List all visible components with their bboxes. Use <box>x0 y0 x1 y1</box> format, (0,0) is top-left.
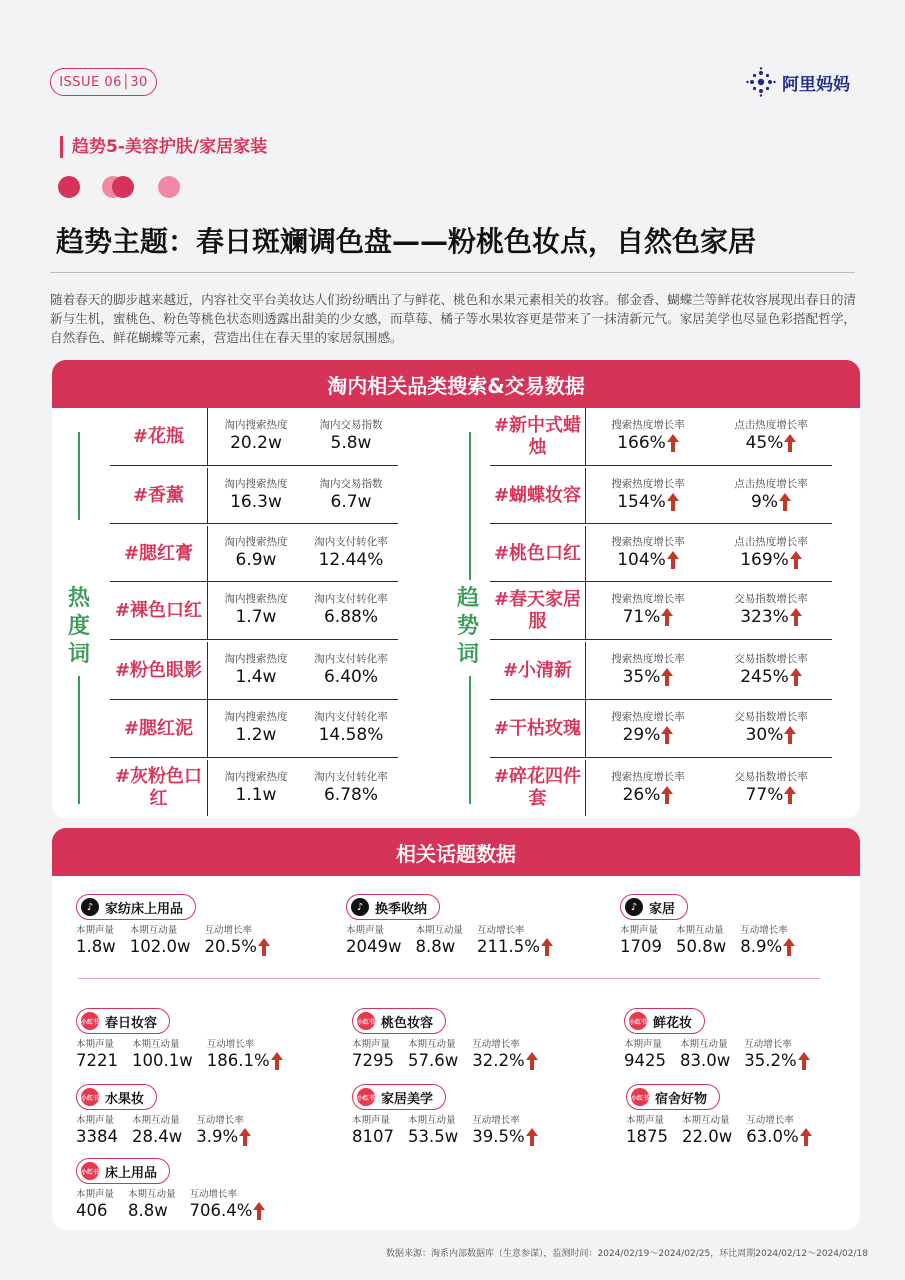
metric <box>586 593 710 628</box>
stat-label: 本期互动量 <box>132 1115 180 1126</box>
metric-label: 淘内支付转化率 <box>314 593 388 605</box>
metric-label: 淘内交易指数 <box>319 478 383 490</box>
hot-keyword-row <box>110 526 398 582</box>
stat-value: 8.9% <box>740 937 783 956</box>
metric <box>208 711 304 746</box>
metric <box>710 419 832 454</box>
stat-value: 50.8w <box>676 937 727 956</box>
topic-name: 家居 <box>649 901 676 917</box>
stat-label: 本期声量 <box>76 925 115 936</box>
hot-keyword-row <box>110 760 398 816</box>
stat-value: 83.0w <box>680 1051 731 1070</box>
dot-4 <box>158 176 180 198</box>
logo-icon <box>746 67 776 97</box>
metric <box>586 653 710 688</box>
up-arrow-icon <box>779 493 791 511</box>
trend-keyword-row <box>490 700 832 758</box>
stat-value: 57.6w <box>408 1051 459 1070</box>
stat-value: 32.2% <box>472 1051 525 1070</box>
metric-value: 71% <box>622 607 661 627</box>
metric-label: 淘内支付转化率 <box>314 653 388 665</box>
stat-value: 3384 <box>76 1127 118 1146</box>
topic-item <box>76 1158 265 1221</box>
topic-name: 床上用品 <box>105 1165 158 1181</box>
metric <box>710 771 832 806</box>
keyword: #碎花四件套 <box>490 760 586 816</box>
topic-tag[interactable] <box>76 894 196 920</box>
trend-keyword-row <box>490 408 832 466</box>
douyin-icon: ♪ <box>81 898 99 916</box>
topic-tag[interactable] <box>352 1008 446 1034</box>
metric <box>710 593 832 628</box>
topic-tag[interactable] <box>624 1008 705 1034</box>
metric-label: 搜索热度增长率 <box>611 478 685 490</box>
up-arrow-icon <box>526 1128 538 1146</box>
hot-keyword-row <box>110 468 398 524</box>
keyword: #粉色眼影 <box>110 642 208 699</box>
metric-label: 交易指数增长率 <box>734 711 808 723</box>
metric-value: 77% <box>745 784 784 805</box>
stat-value: 1875 <box>626 1127 668 1146</box>
keyword: #裸色口红 <box>110 582 208 639</box>
metric-label: 淘内搜索热度 <box>224 653 288 665</box>
page-title: 趋势主题：春日斑斓调色盘——粉桃色妆点，自然色家居 <box>56 225 757 258</box>
topic-name: 宿舍好物 <box>655 1091 708 1107</box>
stat-label: 本期互动量 <box>676 925 724 936</box>
keyword: #桃色口红 <box>490 526 586 581</box>
stat-value: 53.5w <box>408 1127 459 1146</box>
stat-value: 706.4% <box>189 1201 253 1220</box>
stat-value: 39.5% <box>472 1127 525 1146</box>
stat-label: 本期声量 <box>76 1115 115 1126</box>
topic-item <box>76 1084 251 1147</box>
up-arrow-icon <box>258 938 270 956</box>
metric-value: 169% <box>740 550 789 570</box>
metric <box>586 711 710 746</box>
topic-item <box>624 1008 810 1071</box>
stat-value: 63.0% <box>746 1127 799 1146</box>
stat-label: 本期声量 <box>624 1039 663 1050</box>
topic-tag[interactable] <box>620 894 688 920</box>
metric <box>586 771 710 806</box>
xiaohongshu-icon: 小红书 <box>631 1088 649 1106</box>
stat-label: 互动增长率 <box>746 1115 794 1126</box>
metric-label: 淘内搜索热度 <box>224 770 288 783</box>
topic-item <box>76 894 270 957</box>
metric <box>208 536 304 571</box>
stat-value: 1.8w <box>76 937 116 956</box>
topic-tag[interactable] <box>76 1084 157 1110</box>
topic-name: 家居美学 <box>381 1091 434 1107</box>
metric <box>304 711 398 746</box>
metric <box>304 419 398 454</box>
issue-badge: ISSUE 06│30 <box>50 68 157 96</box>
stat-label: 本期互动量 <box>129 925 178 936</box>
metric <box>304 593 398 628</box>
metric-label: 交易指数增长率 <box>734 653 808 665</box>
trend-keyword-row <box>490 642 832 700</box>
metric <box>304 536 398 571</box>
topic-item <box>620 894 795 957</box>
section-title: 趋势5-美容护肤/家居家装 <box>60 136 267 158</box>
stat-label: 互动增长率 <box>189 1189 238 1200</box>
metric-label: 点击热度增长率 <box>734 478 808 490</box>
keyword: #花瓶 <box>110 408 208 465</box>
intro-paragraph: 随着春天的脚步越来越近，内容社交平台美妆达人们纷纷晒出了与鲜花、桃色和水果元素相关的妆容。郁金香、蝴蝶兰等鲜花妆容展现出春日的清新与生机，蜜桃色、粉色等桃色状态则透露出甜美的少女感，而草莓、橘子等水果妆容更是带来了一抹清新元气。家居美学也尽显色彩搭配哲学，自然春色、鲜花蝴蝶等元素，营造出住在春天里的家居氛围感。 <box>50 292 856 345</box>
stat-label: 本期声量 <box>76 1189 115 1200</box>
stat-label: 互动增长率 <box>206 1039 255 1050</box>
stat-label: 互动增长率 <box>472 1039 520 1050</box>
up-arrow-icon <box>784 786 796 804</box>
up-arrow-icon <box>798 1052 810 1070</box>
metric-value: 154% <box>617 492 666 512</box>
stat-value: 102.0w <box>129 937 191 956</box>
stat-value: 20.5% <box>204 937 257 956</box>
metric-label: 淘内交易指数 <box>319 419 383 431</box>
card-title: 相关话题数据 <box>52 828 860 876</box>
stat-value: 406 <box>76 1201 108 1220</box>
search-trade-card <box>52 360 860 818</box>
metric <box>586 536 710 571</box>
stat-value: 35.2% <box>744 1051 797 1070</box>
stat-label: 本期互动量 <box>132 1039 180 1050</box>
hot-keyword-row <box>110 582 398 640</box>
metric-label: 搜索热度增长率 <box>611 419 685 431</box>
stat-value: 2049w <box>346 937 402 956</box>
metric-label: 交易指数增长率 <box>734 593 808 605</box>
hot-keyword-row <box>110 408 398 466</box>
metric-value: 1.2w <box>235 725 277 745</box>
up-arrow-icon <box>784 726 796 744</box>
topic-divider <box>78 978 820 979</box>
metric-label: 点击热度增长率 <box>734 419 808 431</box>
stat-value: 8.8w <box>128 1201 168 1220</box>
topic-name: 家纺床上用品 <box>105 901 184 917</box>
hot-keyword-row <box>110 642 398 700</box>
stat-label: 本期声量 <box>626 1115 665 1126</box>
metric <box>208 771 304 806</box>
topic-name: 鲜花妆 <box>653 1015 693 1031</box>
up-arrow-icon <box>667 551 679 569</box>
stat-label: 本期互动量 <box>408 1115 456 1126</box>
data-source-note: 数据来源：淘系内部数据库（生意参谋），监测时间：2024/02/19～2024/02/25，环比周期2024/02/12～2024/02/18 <box>386 1249 868 1259</box>
metric <box>710 711 832 746</box>
keyword: #蝴蝶妆容 <box>490 468 586 523</box>
hot-line-top <box>78 432 80 520</box>
trend-label: 趋 势 词 <box>456 586 479 667</box>
metric-label: 淘内搜索热度 <box>224 536 288 548</box>
trend-line-bottom <box>469 676 471 804</box>
stat-label: 本期声量 <box>346 925 385 936</box>
stat-label: 本期互动量 <box>408 1039 456 1050</box>
stat-value: 8.8w <box>415 937 456 956</box>
topic-item <box>346 894 553 957</box>
metric-value: 30% <box>745 725 784 745</box>
up-arrow-icon <box>239 1128 251 1146</box>
trend-line-top <box>469 432 471 580</box>
metric-label: 淘内支付转化率 <box>314 711 388 723</box>
keyword: #腮红膏 <box>110 526 208 581</box>
metric <box>710 478 832 513</box>
metric <box>304 653 398 688</box>
stat-value: 3.9% <box>196 1127 239 1146</box>
trend-keyword-row <box>490 582 832 640</box>
stat-label: 本期声量 <box>620 925 659 936</box>
stat-value: 211.5% <box>477 937 540 956</box>
stat-value: 100.1w <box>132 1051 193 1070</box>
stat-label: 本期声量 <box>352 1115 391 1126</box>
stat-label: 互动增长率 <box>477 925 525 936</box>
metric-value: 6.40% <box>323 667 378 687</box>
metric-label: 搜索热度增长率 <box>611 593 685 605</box>
stat-value: 9425 <box>624 1051 666 1070</box>
metric-value: 6.7w <box>330 492 372 512</box>
metric-value: 12.44% <box>318 550 384 570</box>
metric <box>208 419 304 454</box>
metric-value: 245% <box>740 667 789 687</box>
up-arrow-icon <box>661 726 673 744</box>
metric <box>586 419 710 454</box>
topic-tag[interactable] <box>352 1084 446 1110</box>
metric-label: 点击热度增长率 <box>734 536 808 548</box>
metric-label: 淘内搜索热度 <box>224 711 288 723</box>
metric-label: 淘内支付转化率 <box>314 536 388 548</box>
keyword: #小清新 <box>490 642 586 699</box>
title-divider <box>50 272 855 273</box>
metric <box>586 478 710 513</box>
dot-1 <box>58 176 80 198</box>
stat-value: 186.1% <box>206 1051 270 1070</box>
up-arrow-icon <box>541 938 553 956</box>
metric-label: 搜索热度增长率 <box>611 653 685 665</box>
metric-value: 29% <box>622 725 661 745</box>
metric <box>208 653 304 688</box>
up-arrow-icon <box>790 668 802 686</box>
topic-name: 换季收纳 <box>375 901 428 917</box>
stat-value: 1709 <box>620 937 662 956</box>
trend-keyword-row <box>490 760 832 816</box>
logo-text: 阿里妈妈 <box>782 74 850 95</box>
stat-label: 本期声量 <box>352 1039 391 1050</box>
xiaohongshu-icon: 小红书 <box>629 1012 647 1030</box>
stat-label: 本期互动量 <box>415 925 464 936</box>
stat-label: 本期声量 <box>76 1039 115 1050</box>
metric-value: 14.58% <box>318 725 384 745</box>
stat-value: 28.4w <box>132 1127 183 1146</box>
up-arrow-icon <box>253 1202 265 1220</box>
stat-value: 22.0w <box>682 1127 733 1146</box>
up-arrow-icon <box>784 434 796 452</box>
stat-label: 互动增长率 <box>744 1039 792 1050</box>
stat-value: 7221 <box>76 1051 118 1070</box>
metric-value: 26% <box>622 784 661 805</box>
douyin-icon: ♪ <box>351 898 369 916</box>
up-arrow-icon <box>800 1128 812 1146</box>
topic-name: 春日妆容 <box>105 1015 158 1031</box>
xiaohongshu-icon: 小红书 <box>81 1162 99 1180</box>
metric-value: 6.9w <box>235 550 277 570</box>
stat-label: 互动增长率 <box>740 925 788 936</box>
metric-value: 45% <box>745 433 784 453</box>
metric-value: 20.2w <box>230 433 282 453</box>
keyword: #灰粉色口红 <box>110 760 208 816</box>
metric-value: 9% <box>751 492 778 512</box>
metric-value: 1.4w <box>235 667 277 687</box>
metric-value: 6.78% <box>323 784 378 805</box>
metric-label: 淘内搜索热度 <box>224 593 288 605</box>
up-arrow-icon <box>790 608 802 626</box>
keyword: #干枯玫瑰 <box>490 700 586 757</box>
up-arrow-icon <box>783 938 795 956</box>
metric <box>304 771 398 806</box>
xiaohongshu-icon: 小红书 <box>81 1012 99 1030</box>
up-arrow-icon <box>661 668 673 686</box>
alimama-logo <box>746 68 850 96</box>
keyword: #春天家居服 <box>490 582 586 639</box>
up-arrow-icon <box>667 493 679 511</box>
topic-item <box>352 1008 538 1071</box>
up-arrow-icon <box>667 434 679 452</box>
metric-label: 搜索热度增长率 <box>611 536 685 548</box>
douyin-icon: ♪ <box>625 898 643 916</box>
stat-label: 本期互动量 <box>680 1039 728 1050</box>
topic-item <box>76 1008 283 1071</box>
metric <box>304 478 398 513</box>
metric-value: 1.1w <box>235 784 277 805</box>
topic-item <box>626 1084 812 1147</box>
keyword: #新中式蜡烛 <box>490 408 586 465</box>
topic-item <box>352 1084 538 1147</box>
topic-tag[interactable] <box>346 894 440 920</box>
card-title: 淘内相关品类搜索&交易数据 <box>52 360 860 408</box>
up-arrow-icon <box>661 786 673 804</box>
topic-tag[interactable] <box>626 1084 720 1110</box>
metric-value: 35% <box>622 667 661 687</box>
topic-name: 水果妆 <box>105 1091 145 1107</box>
up-arrow-icon <box>661 608 673 626</box>
stat-label: 本期互动量 <box>128 1189 176 1200</box>
up-arrow-icon <box>271 1052 283 1070</box>
metric <box>208 478 304 513</box>
metric-label: 淘内搜索热度 <box>224 478 288 490</box>
topic-tag[interactable] <box>76 1008 170 1034</box>
dot-3 <box>112 176 134 198</box>
topic-name: 桃色妆容 <box>381 1015 434 1031</box>
trend-keyword-row <box>490 468 832 524</box>
topic-tag[interactable] <box>76 1158 170 1184</box>
metric-label: 淘内支付转化率 <box>314 770 388 783</box>
metric-label: 搜索热度增长率 <box>611 711 685 723</box>
metric-label: 淘内搜索热度 <box>224 419 288 431</box>
hot-keyword-row <box>110 700 398 758</box>
xiaohongshu-icon: 小红书 <box>81 1088 99 1106</box>
metric <box>208 593 304 628</box>
metric-value: 166% <box>617 433 666 453</box>
metric-value: 323% <box>740 607 789 627</box>
metric-value: 1.7w <box>235 607 277 627</box>
trend-keyword-row <box>490 526 832 582</box>
xiaohongshu-icon: 小红书 <box>357 1012 375 1030</box>
hot-label: 热 度 词 <box>67 586 90 667</box>
metric-label: 搜索热度增长率 <box>611 770 685 783</box>
metric <box>710 653 832 688</box>
stat-label: 本期互动量 <box>682 1115 730 1126</box>
keyword: #香薰 <box>110 468 208 523</box>
up-arrow-icon <box>790 551 802 569</box>
stat-label: 互动增长率 <box>472 1115 520 1126</box>
metric-value: 5.8w <box>330 433 372 453</box>
metric-value: 16.3w <box>230 492 282 512</box>
up-arrow-icon <box>526 1052 538 1070</box>
xiaohongshu-icon: 小红书 <box>357 1088 375 1106</box>
stat-label: 互动增长率 <box>204 925 252 936</box>
stat-value: 8107 <box>352 1127 394 1146</box>
metric-label: 交易指数增长率 <box>734 770 808 783</box>
keyword: #腮红泥 <box>110 700 208 757</box>
metric <box>710 536 832 571</box>
hot-line-bottom <box>78 676 80 804</box>
stat-label: 互动增长率 <box>196 1115 244 1126</box>
metric-value: 6.88% <box>323 607 378 627</box>
stat-value: 7295 <box>352 1051 394 1070</box>
metric-value: 104% <box>617 550 666 570</box>
